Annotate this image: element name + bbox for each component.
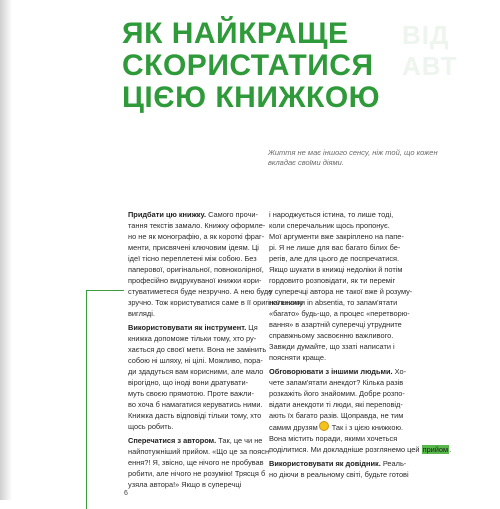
page-number: 6: [124, 490, 128, 497]
paragraph-lead: Використовувати як інструмент.: [128, 323, 247, 332]
paragraph-truth-in-argument: і народжується істина, то лише тоді, коли сперечальник щось пропонує. Мої аргументи вже закріплено на папе- рі. Я не лише для вас багато білих бе- регів, але для цього де поспречатися. Якщо шукати в книжці недоліки й потім гордовито розповідати, як ти переміг у суперечці автора не такої вже й розуму- ної книжки in absentia, то запам'ятати «багато» будь-що, а процес «перетворю- вання» в азартній суперечці утрудните справжньому засвоєнню важливого. Завжди думайте, що ззаті написати і поясняти краще.: [269, 210, 413, 362]
paragraph-lead: Сперечатися з автором.: [128, 436, 217, 445]
epigraph-line-2: вкладає своїми діями.: [268, 158, 344, 167]
page-binding-shadow: [0, 0, 12, 500]
right-column: [269, 209, 452, 480]
paragraph-buy-book: Придбати цю книжку. Самого прочи- тання текстів замало. Книжку оформле- но не як монографію, а як короткі фраг- менти, присвячені ключовим ідеям. Ці ідеї тісно переплетені між собою. Без паперової, оригінальної, повноколірної, професійно видрукуваної книжки кори- стуватиметеся буде незручно. А нею буде зручно. Тож користуватися саме в її оригінальному вигляді.: [128, 210, 304, 318]
paragraph-lead: Обговорювати з іншими людьми.: [269, 367, 393, 376]
epigraph: [268, 148, 438, 168]
paragraph-use-as-tool: Використовувати як інструмент. Ця книжка допоможе тільки тому, хто ру- хається до своєї мети. Вона не замінить собою ні шляху, ні цілі. Можливо, пора- ди здадуться вам корисними, але мало вірогідно, що іноді вони дратувати- муть своєю прямотою. Проте важли- во хоча б намагатися керуватись ними. Книжка дасть відповіді тільки тому, хто щось робить.: [128, 323, 267, 431]
paragraph-lead: Використовувати як довідник.: [269, 459, 381, 468]
epigraph-line-1: Життя не має іншого сенсу, ніж той, що кожен: [268, 148, 438, 157]
smiley-emoji-icon: [319, 421, 329, 431]
title-line-1: ЯК НАЙКРАЩЕ: [122, 17, 349, 50]
title-line-2: СКОРИСТАТИСЯ: [122, 49, 374, 82]
left-column: [128, 209, 304, 490]
title-line-3: ЦІЄЮ КНИЖКОЮ: [122, 81, 381, 114]
ghost-heading-bleed: ВІД АВТ: [402, 20, 458, 81]
paragraph-discuss-with-others: Обговорювати з іншими людьми. Хо- чете запам'ятати анекдот? Кілька разів розкажіть його знайомим. Добре розпо- відати анекдоти ті люди, які переповід- ають їх багато разів. Щопрaвда, не тим самим друзям Так і з цією книжкою. Вона містить поради, якими хочеться поділитися. Ми докладніше розглянемо цей прийом.: [269, 367, 452, 454]
paragraph-argue-with-author: Сперечатися з автором. Так, це чи не найпотужніший прийом. «Що це за поясн- ення?! Я, звісно, ще нічого не пробував робити, але нічого не розумію! Трясця б узяла автора!» Якщо в суперечці: [128, 436, 272, 489]
page-title: [122, 18, 492, 114]
section-bracket-decoration: [86, 290, 124, 509]
paragraph-use-as-reference: Використовувати як довідник. Реаль- но діючи в реальному світі, будьте готові: [269, 459, 409, 479]
paragraph-lead: Придбати цю книжку.: [128, 210, 207, 219]
highlighted-word: прийом: [422, 445, 449, 454]
